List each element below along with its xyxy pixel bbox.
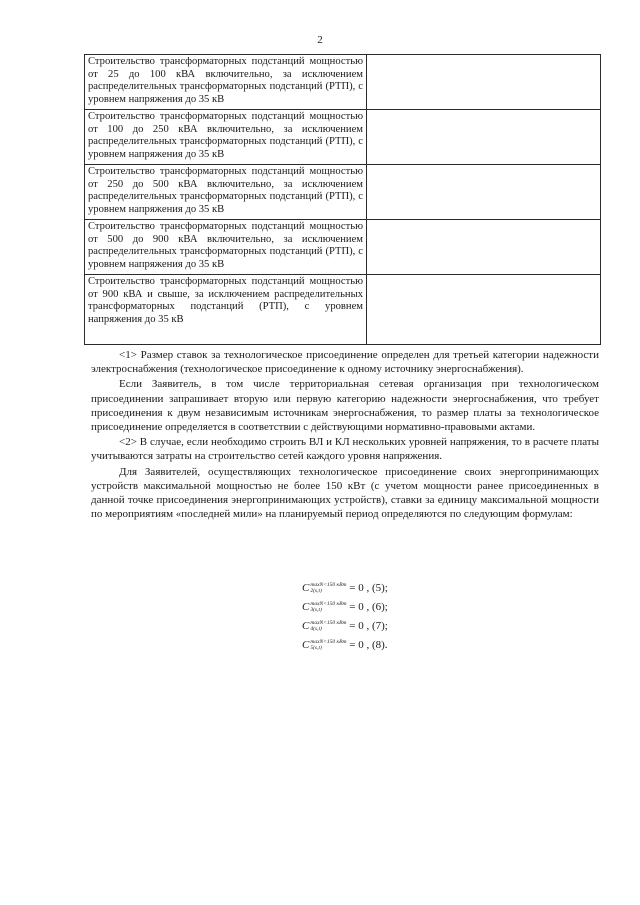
row-value-cell	[367, 220, 601, 275]
formula	[302, 598, 388, 617]
formula-subscript: 3(s,t)	[310, 607, 322, 614]
row-value-cell	[367, 110, 601, 165]
table-row	[85, 275, 601, 345]
formula-superscript: maxN<150 кВт	[310, 582, 347, 589]
formula-symbol: C	[302, 639, 310, 651]
row-value-cell	[367, 275, 601, 345]
note-paragraph: <2> В случае, если необходимо строить ВЛ и КЛ нескольких уровней напряжения, то в расчете платы учитываются затраты на строительство сетей каждого уровня напряжения.	[91, 436, 599, 463]
row-description: Строительство трансформаторных подстанций мощностью от 500 до 900 кВА включительно, за исключением распределительных трансформаторных подстанций (РТП), с уровнем напряжения до 35 кВ	[85, 220, 367, 275]
formulas	[302, 579, 388, 655]
formula-rhs: = 0 , (5);	[349, 582, 388, 594]
formula-subscript: 2(s,t)	[310, 588, 322, 595]
formula-symbol: C	[302, 582, 310, 594]
table-row	[85, 165, 601, 220]
formula-subscript: 4(s,t)	[310, 626, 322, 633]
row-value-cell	[367, 165, 601, 220]
formula-superscript: maxN<150 кВт	[310, 601, 347, 608]
table-row	[85, 220, 601, 275]
formula	[302, 617, 388, 636]
formula-symbol: C	[302, 601, 310, 613]
row-description: Строительство трансформаторных подстанций мощностью от 250 до 500 кВА включительно, за исключением распределительных трансформаторных подстанций (РТП), с уровнем напряжения до 35 кВ	[85, 165, 367, 220]
formula-rhs: = 0 , (6);	[349, 601, 388, 613]
row-description: Строительство трансформаторных подстанций мощностью от 100 до 250 кВА включительно, за исключением распределительных трансформаторных подстанций (РТП), с уровнем напряжения до 35 кВ	[85, 110, 367, 165]
row-value-cell	[367, 55, 601, 110]
table-row	[85, 110, 601, 165]
formula	[302, 636, 388, 655]
page-number: 2	[317, 34, 323, 46]
rates-table	[84, 54, 601, 345]
table-row	[85, 55, 601, 110]
formula-symbol: C	[302, 620, 310, 632]
formula-rhs: = 0 , (8).	[349, 639, 388, 651]
formula-subscript: 5(s,t)	[310, 645, 322, 652]
formula-superscript: maxN<150 кВт	[310, 620, 347, 627]
note-paragraph: <1> Размер ставок за технологическое присоединение определен для третьей категории надежности электроснабжения (технологическое присоединение к одному источнику энергоснабжения).	[91, 349, 599, 376]
note-paragraph: Если Заявитель, в том числе территориальная сетевая организация при технологическом присоединении запрашивает вторую или первую категорию надежности энергоснабжения, что требует присоединения к двум независимым источникам энергоснабжения, то размер платы за технологическое присоединение определяется в соответствии с действующими нормативно-правовыми актами.	[91, 378, 599, 434]
row-description: Строительство трансформаторных подстанций мощностью от 900 кВА и свыше, за исключением распределительных трансформаторных подстанций (РТП), с уровнем напряжения до 35 кВ	[85, 275, 367, 345]
notes-section	[91, 348, 599, 521]
formula	[302, 579, 388, 598]
formula-rhs: = 0 , (7);	[349, 620, 388, 632]
row-description: Строительство трансформаторных подстанций мощностью от 25 до 100 кВА включительно, за исключением распределительных трансформаторных подстанций (РТП), с уровнем напряжения до 35 кВ	[85, 55, 367, 110]
note-paragraph: Для Заявителей, осуществляющих технологическое присоединение своих энергопринимающих устройств максимальной мощностью не более 150 кВт (с учетом мощности ранее присоединенных в данной точке присоединения энергопринимающих устройств), ставки за единицу максимальной мощности по мероприятиям «последней мили» на планируемый период определяются по следующим формулам:	[91, 465, 599, 521]
formula-superscript: maxN<150 кВт	[310, 639, 347, 646]
